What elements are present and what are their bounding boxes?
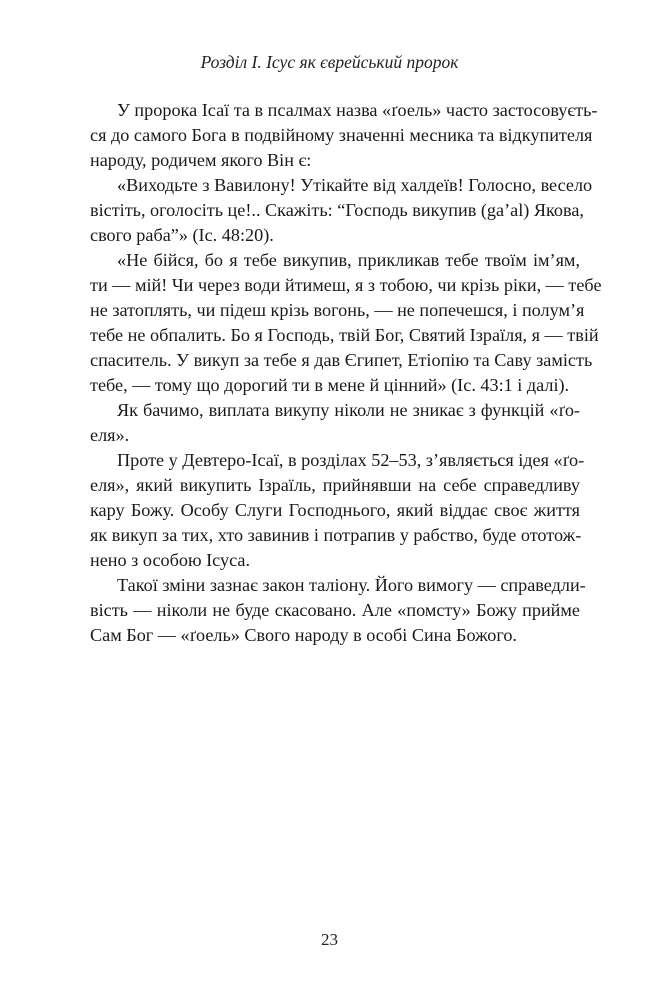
running-head: Розділ I. Ісус як єврейський пророк xyxy=(200,52,459,72)
text-line xyxy=(90,498,580,523)
text-line-content: У пророка Ісаї та в псалмах назва «ґоель» часто застосовуєть- xyxy=(117,100,598,120)
text-line xyxy=(90,323,599,348)
text-line-content: Як бачимо, виплата викупу ніколи не зникає з функцій «ґо- xyxy=(117,400,580,420)
text-line xyxy=(90,598,580,623)
text-line-content: вістіть, оголосіть це!.. Скажіть: “Господь викупив (ga’al) Якова, xyxy=(90,200,584,220)
text-line xyxy=(90,423,580,448)
text-line-content: Проте у Девтеро-Ісаї, в розділах 52–53, з’являється ідея «ґо- xyxy=(117,450,585,470)
text-line-content: спаситель. У викуп за тебе я дав Єгипет, Етіопію та Саву замість xyxy=(90,350,593,370)
text-line-content: вість — ніколи не буде скасовано. Але «помсту» Божу прийме xyxy=(90,600,580,620)
body-text xyxy=(90,98,602,648)
text-line-content: народу, родичем якого Він є: xyxy=(90,150,312,170)
text-line-content: еля», який викупить Ізраїль, прийнявши на себе справедливу xyxy=(90,475,580,495)
text-line-content: як викуп за тих, хто завинив і потрапив у рабство, буде ототож- xyxy=(90,525,582,545)
text-line-content: Такої зміни зазнає закон таліону. Його вимогу — справедли- xyxy=(117,575,586,595)
text-line xyxy=(90,298,585,323)
text-line xyxy=(90,123,593,148)
text-line xyxy=(90,623,580,648)
text-line-content: свого раба”» (Іс. 48:20). xyxy=(90,225,274,245)
text-line-content: ся до самого Бога в подвійному значенні месника та відкупителя xyxy=(90,125,593,145)
text-line-content: нено з особою Ісуса. xyxy=(90,550,251,570)
text-line xyxy=(90,198,584,223)
page-number: 23 xyxy=(321,930,338,949)
text-line xyxy=(90,223,580,248)
text-line xyxy=(90,548,580,573)
text-line xyxy=(90,248,580,273)
text-line xyxy=(90,473,580,498)
text-line xyxy=(90,273,602,298)
text-line xyxy=(90,398,580,423)
text-line-content: не затоплять, чи підеш крізь вогонь, — не попечешся, і полум’я xyxy=(90,300,585,320)
text-line xyxy=(90,573,586,598)
text-line-content: «Не бійся, бо я тебе викупив, прикликав тебе твоїм ім’ям, xyxy=(117,250,580,270)
text-line-content: кару Божу. Особу Слуги Господнього, який віддає своє життя xyxy=(90,500,580,520)
text-line xyxy=(90,348,593,373)
text-line-content: еля». xyxy=(90,425,130,445)
text-line xyxy=(90,98,598,123)
text-line xyxy=(90,523,580,548)
text-line xyxy=(90,448,585,473)
text-line-content: «Виходьте з Вавилону! Утікайте від халдеїв! Голосно, весело xyxy=(117,175,593,195)
text-line xyxy=(90,173,593,198)
text-line-content: Сам Бог — «ґоель» Свого народу в особі Сина Божого. xyxy=(90,625,517,645)
text-line-content: тебе не обпалить. Бо я Господь, твій Бог, Святий Ізраїля, я — твій xyxy=(90,325,599,345)
text-line xyxy=(90,148,580,173)
text-line-content: тебе, — тому що дорогий ти в мене й цінний» (Іс. 43:1 і далі). xyxy=(90,375,570,395)
text-line-content: ти — мій! Чи через води йтимеш, я з тобою, чи крізь ріки, — тебе xyxy=(90,275,602,295)
text-line xyxy=(90,373,580,398)
